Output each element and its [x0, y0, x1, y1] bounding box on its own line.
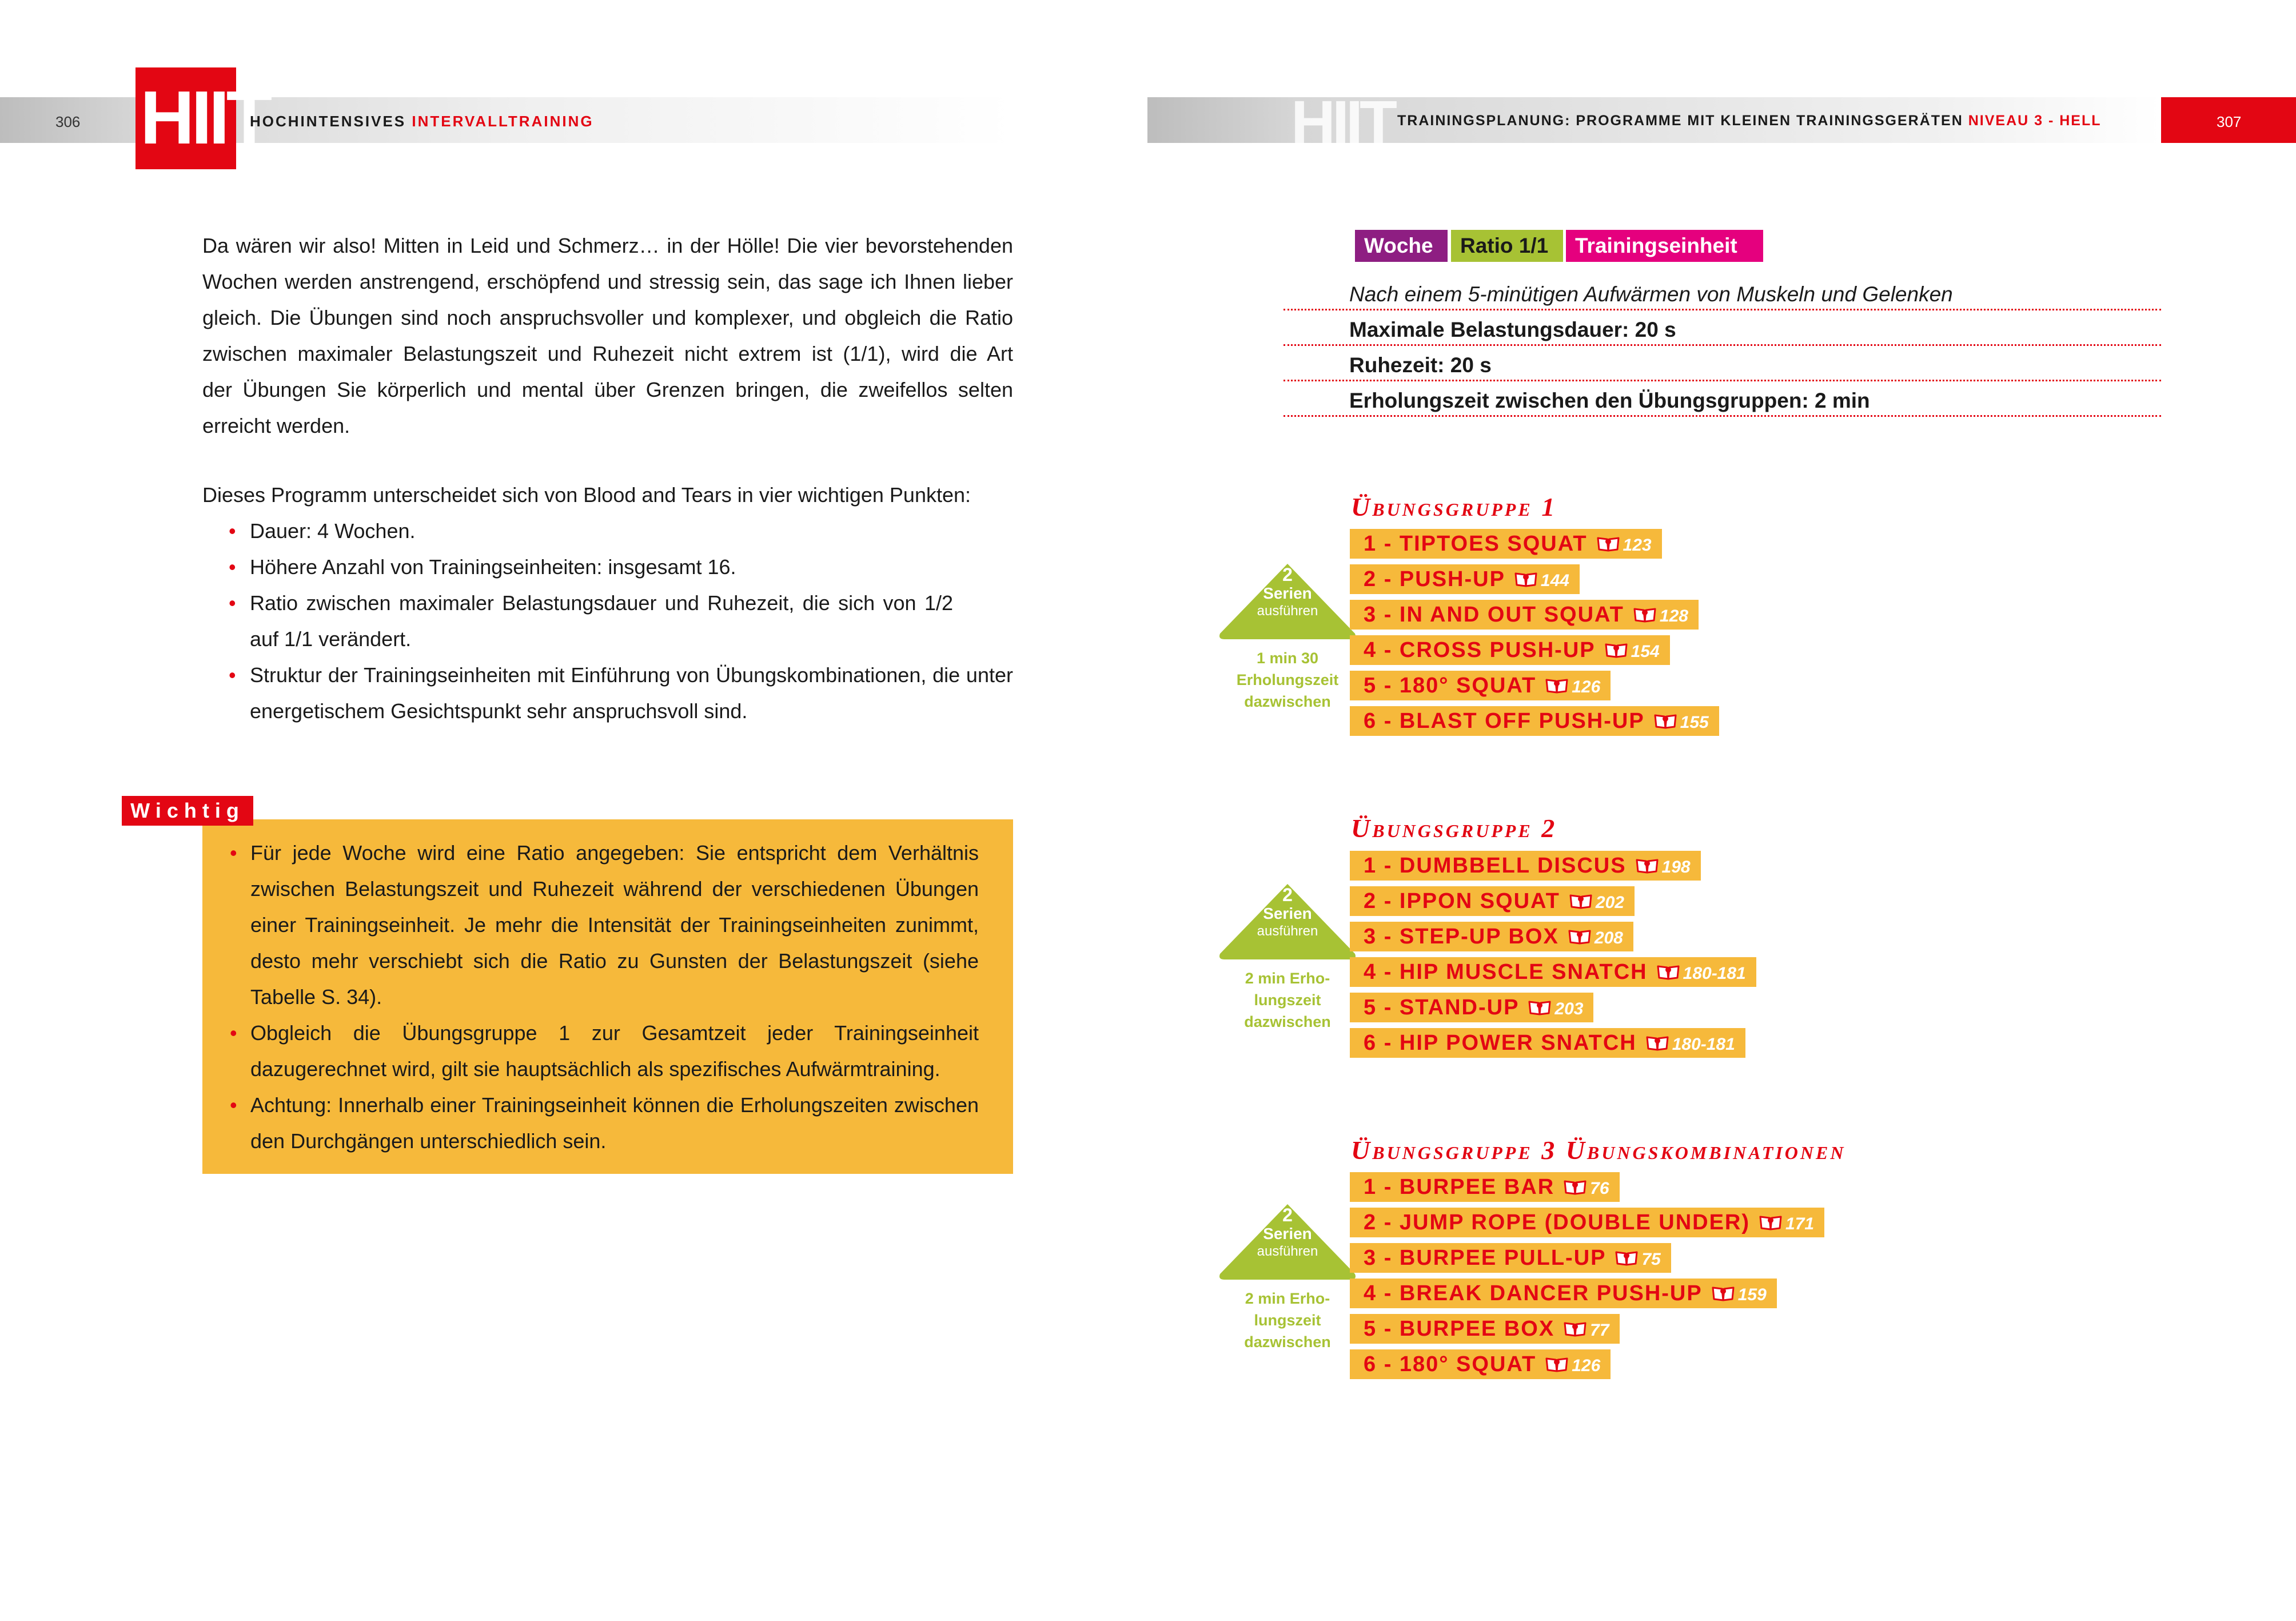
right-page-number-box — [2161, 97, 2296, 143]
exercise-label: 5 - 180° SQUAT — [1364, 674, 1537, 698]
exercise-label: 3 - STEP-UP BOX — [1364, 925, 1559, 949]
exercise-page: 154 — [1631, 642, 1660, 661]
exercise-page: 123 — [1623, 536, 1652, 555]
book-icon — [1646, 1035, 1669, 1051]
exercise-page: 180-181 — [1683, 964, 1746, 983]
book-icon — [1597, 536, 1620, 552]
exercise-page: 198 — [1661, 858, 1691, 877]
caption-line: lungszeit — [1254, 991, 1321, 1009]
exercise-item[interactable] — [1350, 1172, 1620, 1202]
exercise-label: 6 - 180° SQUAT — [1364, 1352, 1537, 1376]
exercise-label: 1 - BURPEE BAR — [1364, 1175, 1555, 1199]
book-icon — [1654, 713, 1677, 729]
right-header-title — [1397, 113, 2102, 129]
important-text — [229, 835, 979, 1159]
caption-line: 2 min Erho- — [1245, 1290, 1330, 1307]
left-header-title — [250, 113, 594, 130]
exercise-page: 126 — [1572, 1356, 1601, 1375]
exercise-label: 3 - BURPEE PULL-UP — [1364, 1246, 1607, 1270]
exercise-item[interactable] — [1350, 993, 1593, 1022]
exercise-page: 126 — [1572, 678, 1601, 696]
ratio-tag: Ratio 1/1 — [1451, 230, 1563, 262]
series-label: Serien — [1263, 905, 1312, 922]
exercise-item[interactable] — [1350, 600, 1699, 630]
exercise-item[interactable] — [1350, 1208, 1824, 1237]
exercise-label: 2 - JUMP ROPE (DOUBLE UNDER) — [1364, 1210, 1751, 1234]
difference-bullet: • Höhere Anzahl von Trainingseinheiten: insgesamt 16. — [202, 549, 1013, 585]
hiit-logo-ghost: HIIT — [1291, 87, 1394, 157]
intro-line: der Übungen Sie körperlich und mental über Grenzen bringen, die zweifellos selten — [202, 378, 1013, 401]
exercise-label: 1 - TIPTOES SQUAT — [1364, 532, 1588, 556]
left-header-title-part1: HOCHINTENSIVES — [250, 113, 412, 130]
book-icon — [1568, 929, 1591, 945]
exercise-page: 180-181 — [1672, 1035, 1735, 1054]
series-count: 2 — [1282, 885, 1293, 905]
important-bullet: • Obgleich die Übungsgruppe 1 zur Gesamtzeit jeder Trainingseinheit dazugerechnet wird, gilt sie hauptsächlich als spezifisches Aufwärmtraining. — [229, 1015, 979, 1087]
book-icon — [1569, 893, 1592, 909]
exercise-item[interactable] — [1350, 922, 1633, 951]
recovery-row: Erholungszeit zwischen den Übungsgruppen: 2 min — [1283, 387, 2161, 417]
book-icon — [1712, 1285, 1735, 1301]
rest-row: Ruhezeit: 20 s — [1283, 351, 2161, 381]
exercise-label: 5 - STAND-UP — [1364, 995, 1520, 1019]
difference-bullet: • Struktur der Trainingseinheiten mit Einführung von Übungskombinationen, die unter energetischem Gesichtspunkt sehr anspruchsvoll sind. — [202, 657, 1013, 729]
exercise-label: 4 - CROSS PUSH-UP — [1364, 638, 1596, 662]
exercise-page: 202 — [1595, 893, 1624, 912]
intro-line: zwischen maximaler Belastungszeit und Ruhezeit nicht extrem ist (1/1), wird die Art — [202, 342, 1013, 365]
caption-line: dazwischen — [1244, 693, 1331, 710]
exercise-item[interactable] — [1350, 1243, 1671, 1273]
book-icon — [1657, 964, 1680, 980]
exercise-page: 76 — [1590, 1179, 1609, 1198]
important-label: Wichtig — [122, 796, 253, 826]
hiit-logo-text: HIIT — [140, 75, 269, 160]
difference-bullet: • Dauer: 4 Wochen. — [202, 513, 1013, 549]
exercise-page: 155 — [1680, 713, 1709, 732]
group-1-title: Übungsgruppe 1 — [1351, 492, 1557, 521]
group-3-title: Übungsgruppe 3 Übungskombinationen — [1351, 1136, 1846, 1165]
series-action: ausführen — [1257, 923, 1318, 939]
session-tag: Trainingseinheit 1 — [1566, 230, 1763, 262]
intro-paragraph — [202, 228, 1013, 444]
week-tag: Woche 1 — [1355, 230, 1448, 262]
book-icon — [1636, 858, 1659, 874]
group-2-title: Übungsgruppe 2 — [1351, 814, 1557, 843]
book-icon — [1564, 1179, 1587, 1195]
intro-line: Da wären wir also! Mitten in Leid und Schmerz… in der Hölle! Die vier bevorstehenden — [202, 234, 1013, 257]
group-1-series-badge — [1213, 560, 1362, 710]
exercise-label: 6 - BLAST OFF PUSH-UP — [1364, 709, 1645, 733]
intro-line: Wochen werden anstrengend, erschöpfend und stressig sein, das sage ich Ihnen lieber — [202, 270, 1013, 293]
program-intro: Dieses Programm unterscheidet sich von Blood and Tears in vier wichtigen Punkten: — [202, 483, 971, 507]
series-action: ausführen — [1257, 603, 1318, 619]
left-header-title-part2: INTERVALLTRAINING — [412, 113, 594, 130]
exercise-item[interactable] — [1350, 635, 1670, 665]
important-bullet: • Achtung: Innerhalb einer Trainingseinheit können die Erholungszeiten zwischen den Durchgängen unterschiedlich sein. — [229, 1087, 979, 1159]
book-icon — [1759, 1214, 1782, 1230]
exercise-label: 4 - HIP MUSCLE SNATCH — [1364, 960, 1648, 984]
exercise-label: 2 - IPPON SQUAT — [1364, 889, 1560, 913]
exercise-label: 2 - PUSH-UP — [1364, 567, 1505, 591]
program-differences — [202, 477, 1013, 729]
book-icon — [1633, 607, 1656, 623]
important-bullet: • Für jede Woche wird eine Ratio angegeben: Sie entspricht dem Verhältnis zwischen Belastungszeit und Ruhezeit während der verschiedenen Übungen einer Trainingseinheit. Je mehr die Intensität der Trainingseinheiten zunimmt, desto mehr verschiebt sich die Ratio zu Gunsten der Belastungszeit (siehe Tabelle S. 34). — [229, 835, 979, 1015]
exercise-item[interactable] — [1350, 1279, 1777, 1308]
series-count: 2 — [1282, 564, 1293, 585]
exercise-item[interactable] — [1350, 1349, 1611, 1379]
series-action: ausführen — [1257, 1244, 1318, 1259]
max-load-row: Maximale Belastungsdauer: 20 s — [1283, 316, 2161, 346]
difference-bullet: • Ratio zwischen maximaler Belastungsdauer und Ruhezeit, die sich von 1/2 auf 1/1 verändert. — [202, 585, 953, 657]
caption-line: 1 min 30 — [1256, 650, 1319, 667]
caption-line: dazwischen — [1244, 1013, 1331, 1030]
right-page-number: 307 — [2217, 113, 2242, 130]
book-icon — [1514, 571, 1537, 587]
series-caption — [1213, 1288, 1362, 1353]
exercise-page: 75 — [1641, 1250, 1661, 1269]
series-caption — [1213, 647, 1362, 712]
series-label: Serien — [1263, 1225, 1312, 1242]
exercise-item[interactable] — [1350, 1314, 1620, 1344]
exercise-label: 3 - IN AND OUT SQUAT — [1364, 603, 1624, 627]
intro-line: gleich. Die Übungen sind noch anspruchsvoller und komplexer, und obgleich die Ratio — [202, 306, 1013, 329]
caption-line: 2 min Erho- — [1245, 970, 1330, 987]
caption-line: lungszeit — [1254, 1312, 1321, 1329]
book-icon — [1528, 999, 1551, 1015]
exercise-label: 5 - BURPEE BOX — [1364, 1317, 1555, 1341]
exercise-label: 4 - BREAK DANCER PUSH-UP — [1364, 1281, 1703, 1305]
exercise-page: 77 — [1590, 1321, 1609, 1340]
series-label: Serien — [1263, 584, 1312, 602]
exercise-page: 203 — [1554, 999, 1584, 1018]
caption-line: dazwischen — [1244, 1333, 1331, 1351]
exercise-item[interactable] — [1350, 851, 1701, 881]
right-header-title-part1: TRAININGSPLANUNG: PROGRAMME MIT KLEINEN TRAININGSGERÄTEN — [1397, 113, 1968, 129]
right-header-title-part2: NIVEAU 3 - HELL — [1968, 113, 2102, 129]
exercise-page: 128 — [1659, 607, 1688, 626]
group-2-series-badge — [1213, 881, 1362, 1030]
exercise-page: 171 — [1785, 1214, 1815, 1233]
caption-line: Erholungszeit — [1236, 671, 1339, 688]
hiit-logo — [135, 67, 269, 169]
exercise-item[interactable] — [1350, 957, 1756, 987]
exercise-item[interactable] — [1350, 564, 1580, 594]
exercise-item[interactable] — [1350, 886, 1635, 916]
exercise-item[interactable] — [1350, 529, 1662, 559]
warmup-row: Nach einem 5-minütigen Aufwärmen von Muskeln und Gelenken — [1283, 280, 2161, 310]
intro-line: erreicht werden. — [202, 414, 350, 437]
book-icon — [1605, 642, 1628, 658]
group-3-series-badge — [1213, 1201, 1362, 1351]
book-icon — [1545, 1356, 1568, 1372]
exercise-item[interactable] — [1350, 671, 1611, 700]
exercise-item[interactable] — [1350, 706, 1719, 736]
left-page-number: 306 — [55, 113, 81, 130]
book-icon — [1545, 678, 1568, 694]
series-count: 2 — [1282, 1205, 1293, 1225]
exercise-item[interactable] — [1350, 1028, 1745, 1058]
exercise-page: 144 — [1540, 571, 1569, 590]
exercise-label: 1 - DUMBBELL DISCUS — [1364, 854, 1627, 878]
exercise-label: 6 - HIP POWER SNATCH — [1364, 1031, 1637, 1055]
series-caption — [1213, 967, 1362, 1033]
book-icon — [1564, 1321, 1587, 1337]
exercise-page: 159 — [1737, 1285, 1767, 1304]
exercise-page: 208 — [1594, 929, 1623, 947]
book-icon — [1615, 1250, 1638, 1266]
